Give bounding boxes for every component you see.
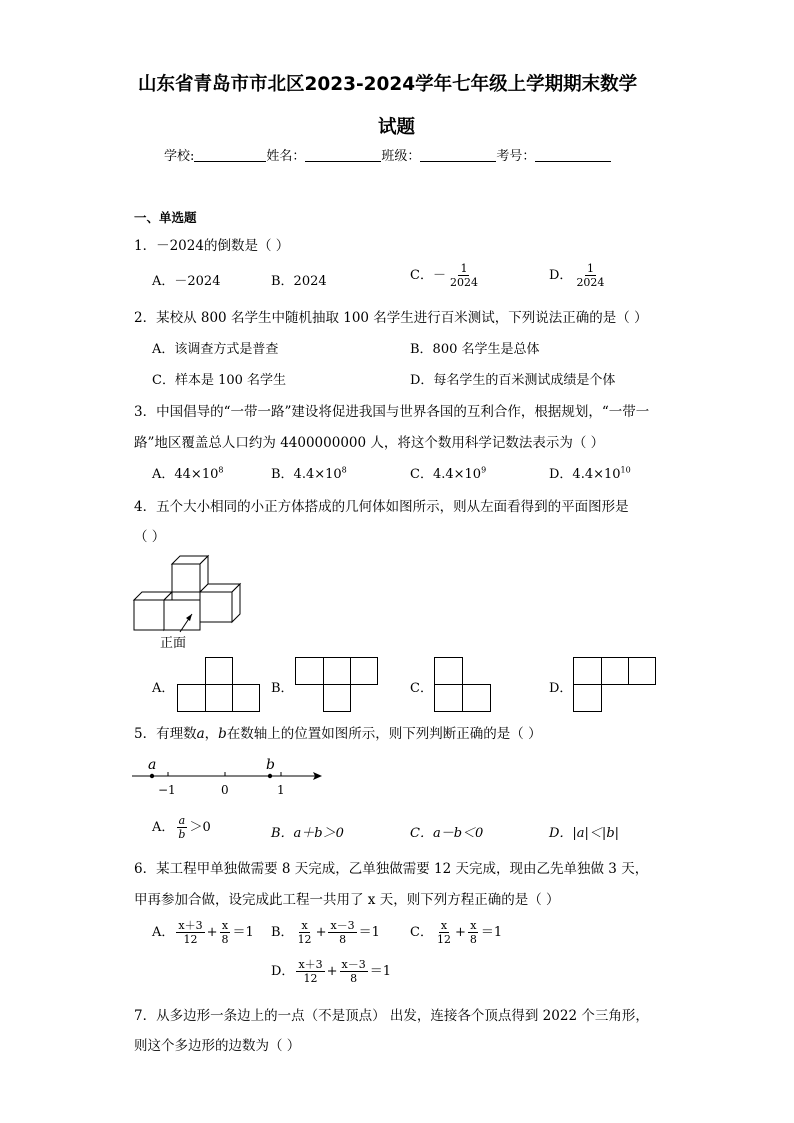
q6-c-eq: ＝1: [480, 925, 503, 940]
q4-option-c-label[interactable]: C．: [410, 681, 433, 696]
q2-option-c[interactable]: C．样本是 100 名学生: [152, 373, 287, 388]
q6-d-frac2: [340, 958, 368, 985]
tick-label-1: 1: [277, 783, 285, 797]
question-7-stem-line1: 7．从多边形一条边上的一点（不是顶点） 出发，连接各个顶点得到 2022 个三角形，: [134, 1008, 649, 1024]
q4-option-c-figure[interactable]: [434, 657, 492, 713]
cube-right-front: [200, 592, 232, 622]
q5-var-b: b: [218, 726, 227, 742]
q3-b-base: B．4.4×10: [271, 467, 342, 482]
q3-d-exp: 10: [620, 465, 631, 475]
q4-option-a-figure[interactable]: [177, 657, 261, 713]
q6-c-frac2: [468, 919, 479, 946]
q1-d-fraction: [574, 262, 606, 289]
q5-stem-start: 5．有理数: [134, 726, 197, 742]
q1-option-b[interactable]: B．2024: [271, 274, 327, 289]
q6-c-d1: 12: [436, 933, 451, 946]
label-b: b: [266, 757, 275, 773]
q3-option-b[interactable]: [271, 463, 347, 482]
q4-option-b-figure[interactable]: [295, 657, 379, 713]
exam-title-line2: 试题: [378, 117, 416, 138]
q6-b-n1: x: [301, 919, 308, 932]
q6-c-frac1: [435, 919, 453, 946]
question-1-stem: 1．－2024的倒数是（ ）: [134, 238, 290, 254]
class-blank[interactable]: [420, 148, 496, 162]
q6-b-label: B．: [271, 925, 294, 940]
question-7-stem-line2: 则这个多边形的边数为（ ）: [134, 1038, 301, 1054]
exam-no-blank[interactable]: [535, 148, 611, 162]
q5-stem-sep: ，: [204, 726, 219, 742]
q3-option-c[interactable]: [410, 463, 486, 482]
q6-d-eq: ＝1: [369, 964, 392, 979]
question-5-stem: [134, 722, 542, 742]
question-3-stem-line1: 3．中国倡导的“一带一路”建设将促进我国与世界各国的互利合作，根据规划，“一带一: [134, 404, 650, 420]
exam-no-label: 考号：: [496, 149, 536, 164]
q3-a-base: A．44×10: [152, 467, 219, 482]
q6-d-n1: x＋3: [298, 958, 323, 971]
class-label: 班级：: [381, 149, 421, 164]
q5-stem-rest: 在数轴上的位置如图所示，则下列判断正确的是（ ）: [226, 726, 542, 742]
q6-a-label: A．: [152, 925, 175, 940]
question-3-stem-line2: 路”地区覆盖总人口约为 4400000000 人，将这个数用科学记数法表示为（ ）: [134, 435, 605, 451]
q3-b-exp: 8: [341, 465, 347, 475]
q1-c-den: 2024: [449, 276, 478, 289]
q6-b-d1: 12: [297, 933, 312, 946]
q3-option-a[interactable]: [152, 463, 223, 482]
name-blank[interactable]: [305, 148, 381, 162]
q6-c-n2: x: [470, 919, 477, 932]
q6-a-n1: x＋3: [178, 919, 203, 932]
q3-option-d[interactable]: [549, 463, 631, 482]
q6-d-label: D．: [271, 964, 295, 979]
q6-c-label: C．: [410, 925, 433, 940]
q6-b-frac1: [296, 919, 314, 946]
exam-title-line1: 山东省青岛市市北区2023-2024学年七年级上学期期末数学: [138, 74, 638, 95]
q6-option-b[interactable]: B． $\frac{x}{12}$ + $\frac{x-3}{8}$ ＝1: [271, 919, 380, 946]
q1-c-fraction: [448, 262, 480, 289]
q1-c-label: C．－: [410, 268, 446, 283]
question-2-stem: 2．某校从 800 名学生中随机抽取 100 名学生进行百米测试，下列说法正确的是（ ）: [134, 310, 648, 326]
q2-option-d[interactable]: D．每名学生的百米测试成绩是个体: [410, 373, 616, 388]
q5-a-label: A．: [152, 820, 175, 835]
point-b: [268, 774, 272, 778]
question-6-stem-line1: 6．某工程甲单独做需要 8 天完成，乙单独做需要 12 天完成，现由乙先单独做 3 天，: [134, 861, 649, 877]
q5-var-a: a: [196, 726, 205, 742]
name-label: 姓名：: [266, 149, 306, 164]
q3-c-base: C．4.4×10: [410, 467, 482, 482]
q4-option-d-figure[interactable]: [573, 657, 657, 713]
q5-a-fraction: [176, 814, 187, 841]
q3-c-exp: 9: [481, 465, 487, 475]
school-blank[interactable]: [194, 148, 266, 162]
label-a: a: [148, 757, 157, 773]
q6-option-c[interactable]: C． $\frac{x}{12}$ + $\frac{x}{8}$ ＝1: [410, 919, 503, 946]
q5-option-b[interactable]: B．a＋b＞0: [271, 826, 344, 841]
school-label: 学校:: [164, 149, 195, 164]
q5-option-d[interactable]: D．|a|＜|b|: [549, 826, 620, 841]
q1-d-num: 1: [586, 262, 594, 275]
q6-d-d2: 8: [350, 972, 358, 985]
tick-label-0: 0: [221, 783, 229, 797]
number-line: [130, 752, 330, 802]
q6-a-frac1: [176, 919, 204, 946]
q6-a-d2: 8: [221, 933, 229, 946]
q3-a-exp: 8: [218, 465, 224, 475]
header-fields: [164, 145, 611, 164]
q2-option-a[interactable]: A．该调查方式是普查: [152, 342, 279, 357]
q5-a-num: a: [178, 814, 186, 827]
q4-option-a-label[interactable]: A．: [152, 681, 175, 696]
point-a: [150, 774, 154, 778]
tick-label-minus-1: −1: [158, 783, 176, 797]
q1-d-den: 2024: [576, 276, 605, 289]
q6-a-d1: 12: [183, 933, 198, 946]
q6-c-d2: 8: [469, 933, 477, 946]
q6-d-frac1: [296, 958, 324, 985]
q3-d-base: D．4.4×10: [549, 467, 621, 482]
q6-a-frac2: [220, 919, 231, 946]
q1-option-d[interactable]: [549, 262, 608, 289]
cube-front-middle: [164, 600, 200, 630]
q6-b-eq: ＝1: [358, 925, 380, 940]
q5-option-a[interactable]: [152, 814, 211, 841]
q1-d-label: D．: [549, 268, 573, 283]
q6-option-d[interactable]: D． $\frac{x+3}{12}$ + $\frac{x-3}{8}$ ＝1: [271, 958, 392, 985]
q6-d-d1: 12: [303, 972, 318, 985]
q6-b-d2: 8: [339, 933, 347, 946]
cube-solid-figure: [130, 550, 245, 650]
cube-left-front: [134, 600, 164, 630]
q6-a-n2: x: [221, 919, 229, 932]
q6-d-n2: x－3: [341, 958, 366, 971]
q6-option-a[interactable]: A． $\frac{x+3}{12}$ + $\frac{x}{8}$ ＝1: [152, 919, 254, 946]
question-4-stem-line1: 4．五个大小相同的小正方体搭成的几何体如图所示，则从左面看得到的平面图形是: [134, 499, 629, 515]
q2-option-b[interactable]: B．800 名学生是总体: [410, 342, 540, 357]
q1-option-a[interactable]: A．－2024: [152, 274, 221, 289]
question-4-stem-line2: （ ）: [134, 529, 166, 545]
q6-b-n2: x－3: [330, 919, 355, 932]
q5-option-c[interactable]: C．a－b＜0: [410, 826, 484, 841]
q6-a-eq: ＝1: [232, 925, 254, 940]
q4-option-d-label[interactable]: D．: [549, 681, 573, 696]
question-6-stem-line2: 甲再参加合做，设完成此工程一共用了 x 天，则下列方程正确的是（ ）: [134, 892, 560, 908]
section-heading: 一、单选题: [134, 210, 197, 225]
q5-a-rest: ＞0: [189, 820, 211, 835]
q1-option-c[interactable]: [410, 262, 482, 289]
front-label: 正面: [160, 636, 187, 651]
q6-c-n1: x: [440, 919, 448, 932]
q1-c-num: 1: [460, 262, 468, 275]
q5-a-den: b: [178, 828, 186, 841]
q4-option-b-label[interactable]: B．: [271, 681, 294, 696]
q6-b-frac2: [328, 919, 356, 946]
cube-top-front: [172, 564, 200, 592]
